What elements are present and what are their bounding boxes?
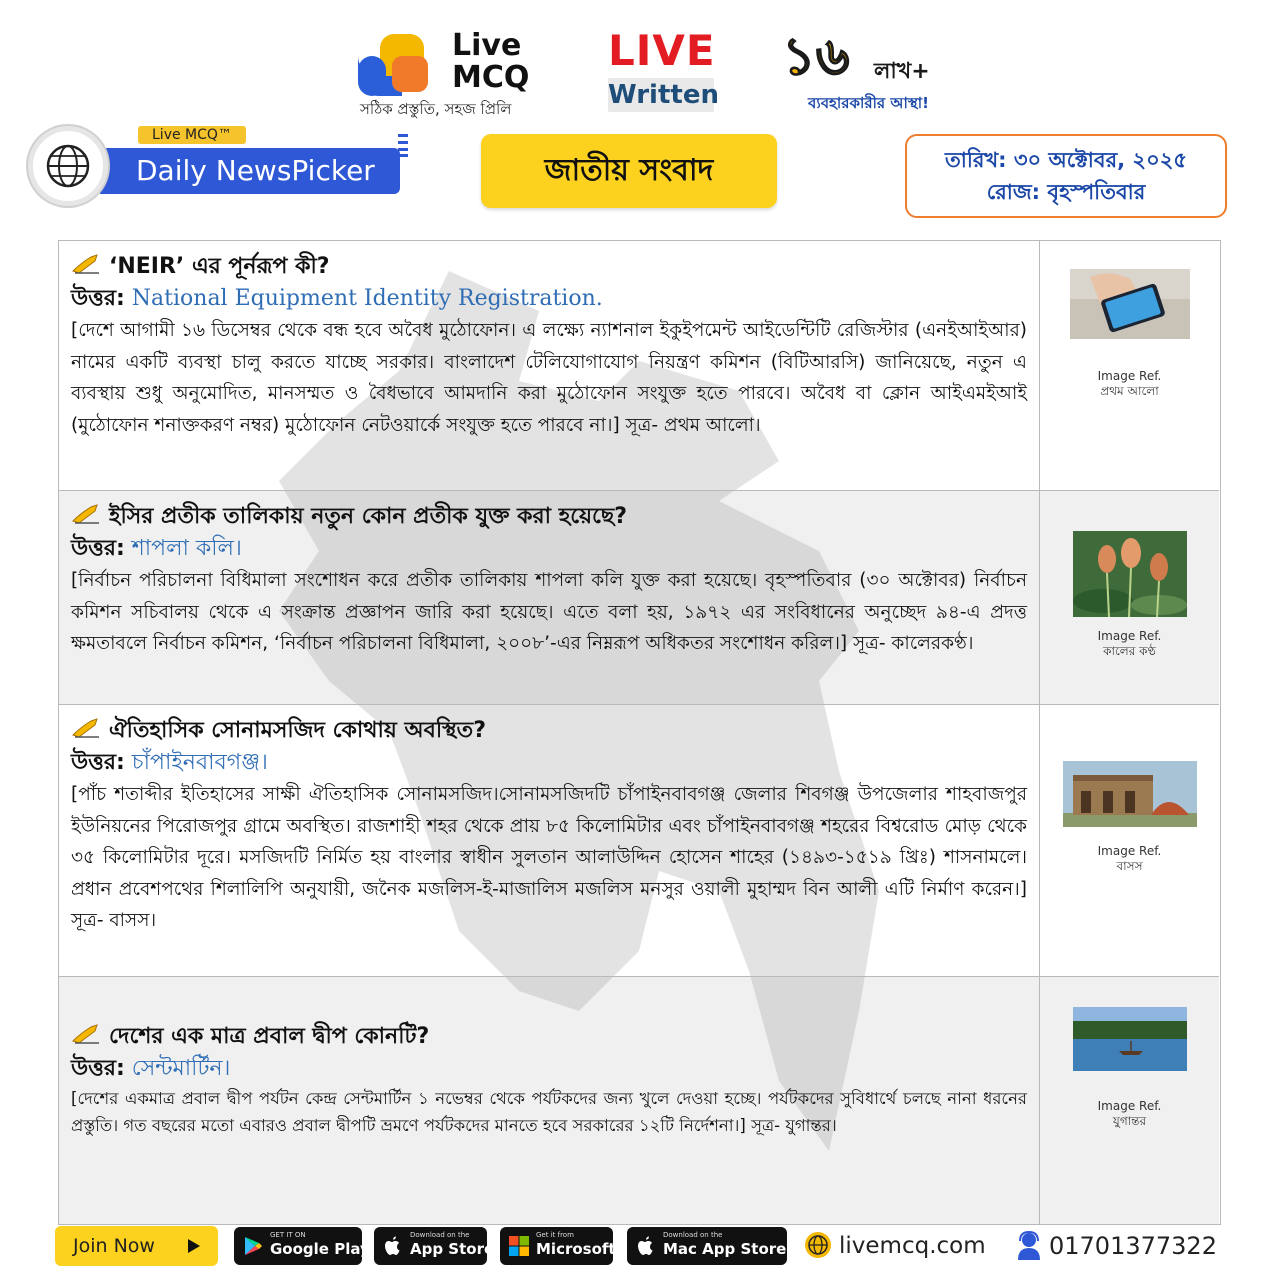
website-link[interactable] — [805, 1228, 986, 1264]
question — [71, 501, 1027, 533]
question-cell — [59, 241, 1040, 490]
answer — [71, 283, 1027, 315]
live-written-badge — [608, 26, 719, 114]
writing-hand-icon — [71, 253, 101, 275]
answer-label: উত্তর: — [71, 536, 125, 561]
live-label: LIVE — [608, 26, 716, 75]
question-cell — [59, 977, 1040, 1224]
writing-hand-icon — [71, 717, 101, 739]
users-suffix: লাখ+ — [874, 59, 930, 84]
answer-text: চাঁপাইনবাবগঞ্জ। — [131, 750, 268, 775]
store-big-text: Google Play — [270, 1240, 370, 1258]
writing-hand-icon — [71, 503, 101, 525]
apple-icon — [382, 1235, 404, 1257]
answer — [71, 747, 1027, 779]
answer-text: শাপলা কলি। — [131, 536, 242, 561]
news-globe-icon — [28, 126, 108, 206]
globe-icon — [805, 1232, 831, 1258]
google-play-button[interactable] — [234, 1227, 370, 1265]
users-tagline: ব্যবহারকারীর আস্থা! — [808, 94, 930, 112]
image-ref-source: প্রথম আলো — [1100, 384, 1159, 398]
newspicker-super: Live MCQ™ — [138, 126, 246, 144]
question-cell — [59, 491, 1040, 704]
island-photo — [1073, 1007, 1187, 1071]
store-big-text: Mac App Store — [663, 1240, 787, 1258]
question-text: ঐতিহাসিক সোনামসজিদ কোথায় অবস্থিত? — [109, 718, 486, 743]
join-now-button[interactable] — [55, 1226, 218, 1266]
microsoft-store-button[interactable] — [500, 1227, 616, 1265]
question-cell — [59, 705, 1040, 976]
app-store-button[interactable] — [374, 1227, 495, 1265]
news-row — [59, 491, 1219, 705]
question-text: দেশের এক মাত্র প্রবাল দ্বীপ কোনটি? — [109, 1024, 430, 1049]
question — [71, 251, 1027, 283]
brand-name-line1: Live — [452, 28, 522, 63]
image-cell — [1040, 705, 1219, 976]
play-arrow-icon — [188, 1239, 200, 1253]
answer-text: National Equipment Identity Registration. — [131, 286, 603, 311]
writing-hand-icon — [71, 1023, 101, 1045]
question — [71, 715, 1027, 747]
answer — [71, 1053, 1027, 1085]
users-count: ১৬ — [782, 27, 850, 87]
image-cell — [1040, 491, 1219, 704]
support-agent-icon — [1015, 1230, 1043, 1260]
explanation: [নির্বাচন পরিচালনা বিধিমালা সংশোধন করে প্রতীক তালিকায় শাপলা কলি যুক্ত করা হয়েছে। বৃহস্পতিবার (৩০ অক্টোবর) নির্বাচন কমিশন সচিবালয় থেকে এ সংক্রান্ত প্রজ্ঞাপন জারি করা হয়েছে। এতে বলা হয়, ১৯৭২ এর সংবিধানের অনুচ্ছেদ ৯৪-এ প্রদত্ত ক্ষমতাবলে নির্বাচন কমিশন, ‘নির্বাচন পরিচালনা বিধিমালা, ২০০৮’-এর নিম্নরূপ অধিকতর সংশোধন করিল।] সূত্র- কালেরকণ্ঠ। — [71, 570, 1027, 654]
website-text: livemcq.com — [839, 1233, 986, 1259]
question-text: ‘NEIR’ এর পূর্নরূপ কী? — [109, 254, 330, 279]
mac-app-store-button[interactable] — [627, 1227, 787, 1265]
join-now-label: Join Now — [73, 1235, 155, 1257]
brand-name — [452, 30, 529, 94]
brand-name-line2: MCQ — [452, 60, 530, 95]
news-row — [59, 977, 1219, 1224]
users-badge — [782, 28, 982, 118]
answer-label: উত্তর: — [71, 1056, 125, 1081]
question — [71, 1021, 1027, 1053]
menu-lines-icon — [398, 132, 408, 158]
image-ref-label: Image Ref. — [1097, 629, 1162, 643]
answer-label: উত্তর: — [71, 286, 125, 311]
news-row — [59, 705, 1219, 977]
store-small-text: GET IT ON — [270, 1231, 306, 1239]
image-ref-label: Image Ref. — [1097, 369, 1162, 383]
microsoft-icon — [508, 1235, 530, 1257]
date-box — [905, 134, 1227, 218]
news-table — [58, 240, 1221, 1225]
newspicker-title: Daily NewsPicker — [100, 148, 400, 194]
smartphone-photo — [1070, 269, 1190, 339]
answer-label: উত্তর: — [71, 750, 125, 775]
answer — [71, 533, 1027, 565]
livemcq-logo-icon — [358, 34, 440, 96]
image-cell — [1040, 977, 1219, 1224]
explanation: [পাঁচ শতাব্দীর ইতিহাসের সাক্ষী ঐতিহাসিক সোনামসজিদ।সোনামসজিদটি চাঁপাইনবাবগঞ্জ জেলার শিবগঞ্জ উপজেলার শাহবাজপুর ইউনিয়নের পিরোজপুর গ্রামে অবস্থিত। রাজশাহী শহর থেকে প্রায় ৮৫ কিলোমিটার এবং চাঁপাইনবাবগঞ্জ শহরের বিশ্বরোড মোড় থেকে ৩৫ কিলোমিটার দূরে। মসজিদটি নির্মিত হয় বাংলার স্বাধীন সুলতান আলাউদ্দিন হোসেন শাহের (১৪৯৩-১৫১৯ খ্রিঃ) শাসনামলে। প্রধান প্রবেশপথের শিলালিপি অনুযায়ী, জনৈক মজলিস-ই-মাজালিস মজলিস মনসুর ওয়ালী মুহাম্মদ বিন আলী এটি নির্মাণ করেন।] সূত্র- বাসস। — [71, 784, 1027, 931]
news-row — [59, 241, 1219, 491]
store-small-text: Get it from — [536, 1231, 574, 1239]
livemcq-logo — [358, 30, 558, 120]
day-line: রোজ: বৃহস্পতিবার — [986, 180, 1146, 204]
image-ref-source: বাসস — [1116, 859, 1143, 873]
written-label: Written — [608, 80, 719, 110]
store-big-text: Microsoft — [536, 1240, 616, 1258]
date-line: তারিখ: ৩০ অক্টোবর, ২০২৫ — [944, 148, 1188, 172]
category-title: জাতীয় সংবাদ — [481, 134, 777, 208]
answer-text: সেন্টমার্টিন। — [131, 1056, 231, 1081]
store-small-text: Download on the — [663, 1231, 723, 1239]
daily-newspicker-logo — [28, 122, 400, 210]
image-cell — [1040, 241, 1219, 490]
image-ref-label: Image Ref. — [1097, 1099, 1162, 1113]
explanation: [দেশের একমাত্র প্রবাল দ্বীপ পর্যটন কেন্দ্র সেন্টমার্টিন ১ নভেম্বর থেকে পর্যটকদের জন্য খুলে দেওয়া হচ্ছে। পর্যটকদের সুবিধার্থে চলছে নানা ধরনের প্রস্তুতি। গত বছরের মতো এবারও প্রবাল দ্বীপটি ভ্রমণে পর্যটকদের মানতে হবে সরকারের ১২টি নির্দেশনা।] সূত্র- যুগান্তর। — [71, 1089, 1027, 1135]
explanation: [দেশে আগামী ১৬ ডিসেম্বর থেকে বন্ধ হবে অবৈধ মুঠোফোন। এ লক্ষ্যে ন্যাশনাল ইকুইপমেন্ট আইডেন্টিটি রেজিস্টার (এনইআইআর) নামের একটি ব্যবস্থা চালু করতে যাচ্ছে সরকার। বাংলাদেশ টেলিযোগাযোগ নিয়ন্ত্রণ কমিশন (বিটিআরসি) জানিয়েছে, নতুন এ ব্যবস্থায় শুধু অনুমোদিত, মানসম্মত ও বৈধভাবে আমদানি করা মুঠোফোন সংযুক্ত হতে পারবে। অবৈধ বা ক্লোন আইএমইআই (মুঠোফোন শনাক্তকরণ নম্বর) মুঠোফোন নেটওয়ার্কে সংযুক্ত হতে পারবে না।] সূত্র- প্রথম আলো। — [71, 320, 1027, 436]
image-ref-source: যুগান্তর — [1112, 1114, 1147, 1128]
mosque-photo — [1063, 761, 1197, 827]
image-ref-label: Image Ref. — [1097, 844, 1162, 858]
google-play-icon — [242, 1235, 264, 1257]
store-small-text: Download on the — [410, 1231, 470, 1239]
apple-icon — [635, 1235, 657, 1257]
image-ref-source: কালের কণ্ঠ — [1103, 644, 1156, 658]
store-big-text: App Store — [410, 1240, 495, 1258]
phone-contact[interactable] — [1015, 1228, 1217, 1264]
question-text: ইসির প্রতীক তালিকায় নতুন কোন প্রতীক যুক্ত করা হয়েছে? — [109, 504, 627, 529]
brand-tagline: সঠিক প্রস্তুতি, সহজ প্রিলি — [360, 100, 512, 118]
water-lily-buds-photo — [1073, 531, 1187, 617]
phone-text: 01701377322 — [1049, 1232, 1217, 1260]
